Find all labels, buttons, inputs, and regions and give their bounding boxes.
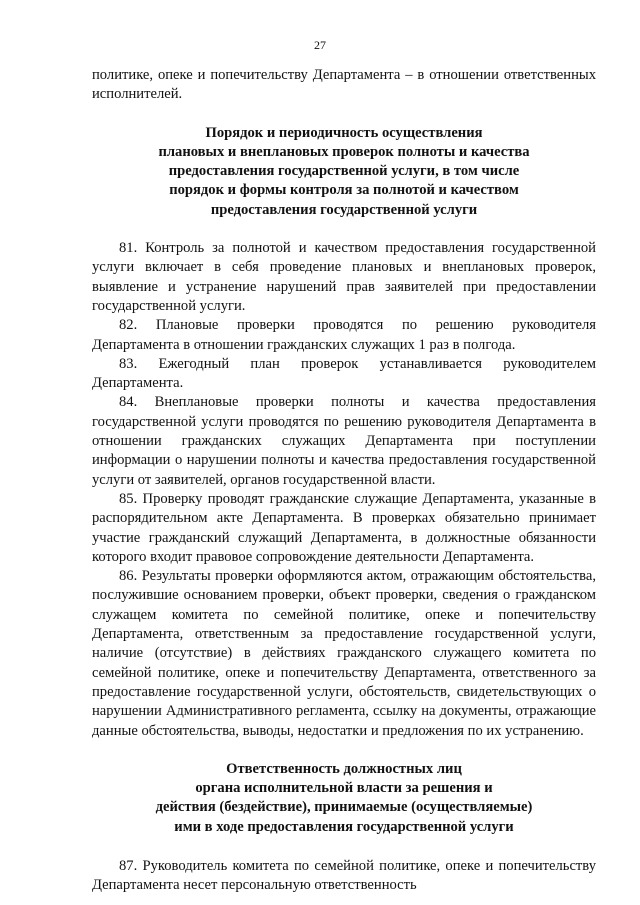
- heading-line: предоставления государственной услуги: [210, 201, 478, 218]
- page-number: 27: [314, 38, 326, 52]
- heading-line: Ответственность должностных лиц: [226, 760, 462, 777]
- heading-line: плановых и внеплановых проверок полноты и качества: [158, 143, 530, 160]
- page-content: [92, 66, 596, 896]
- intro-paragraph: политике, опеке и попечительству Департамента – в отношении ответственных исполнителей.: [92, 67, 596, 103]
- paragraph-83: 83. Ежегодный план проверок устанавливается руководителем Департамента.: [92, 355, 596, 392]
- heading-line: действия (бездействие), принимаемые (осуществляемые): [155, 799, 533, 816]
- paragraph-85: 85. Проверку проводят гражданские служащие Департамента, указанные в распорядительном акте Департамента. В проверках обязательно принимает участие гражданский служащий Департамента, в должностные обязанности которого входит правовое сопровождение деятельности Департамента.: [92, 490, 596, 565]
- paragraph-81: 81. Контроль за полнотой и качеством предоставления государственной услуги включает в себя проведение плановых и внеплановых проверок, выявление и устранение нарушений прав заявителей при предоставлении государственной услуги.: [92, 240, 596, 314]
- heading-line: органа исполнительной власти за решения и: [195, 780, 493, 797]
- heading-line: Порядок и периодичность осуществления: [205, 124, 483, 141]
- heading-line: предоставления государственной услуги, в том числе: [168, 163, 520, 180]
- section-heading-control: [92, 124, 596, 220]
- paragraph-82: 82. Плановые проверки проводятся по решению руководителя Департамента в отношении гражданских служащих 1 раз в полгода.: [92, 317, 596, 353]
- heading-line: порядок и формы контроля за полнотой и качеством: [169, 182, 519, 199]
- section-heading-responsibility: [92, 760, 596, 837]
- paragraph-84: 84. Внеплановые проверки полноты и качества предоставления государственной услуги проводятся по решению руководителя Департамента в отношении гражданских служащих Департамента при поступлении информации о нарушении полноты и качества предоставления государственной услуги от заявителей, органов государственной власти.: [92, 394, 596, 488]
- heading-line: ими в ходе предоставления государственной услуги: [174, 818, 514, 835]
- paragraph-86: 86. Результаты проверки оформляются актом, отражающим обстоятельства, послужившие основанием проверки, объект проверки, сведения о гражданском служащем комитета по семейной политике, опеке и попечительству Департамента, ответственным за предоставление государственной услуги, наличие (отсутствие) в действиях гражданского служащего комитета по семейной политике, опеке и попечительству Департамента, ответственного за предоставление государственной услуги, обстоятельств, свидетельствующих о нарушении Административного регламента, ссылку на документы, отражающие данные обстоятельства, выводы, недостатки и предложения по их устранению.: [92, 568, 596, 739]
- paragraph-87: 87. Руководитель комитета по семейной политике, опеке и попечительству Департамента несет персональную ответственность: [92, 857, 596, 894]
